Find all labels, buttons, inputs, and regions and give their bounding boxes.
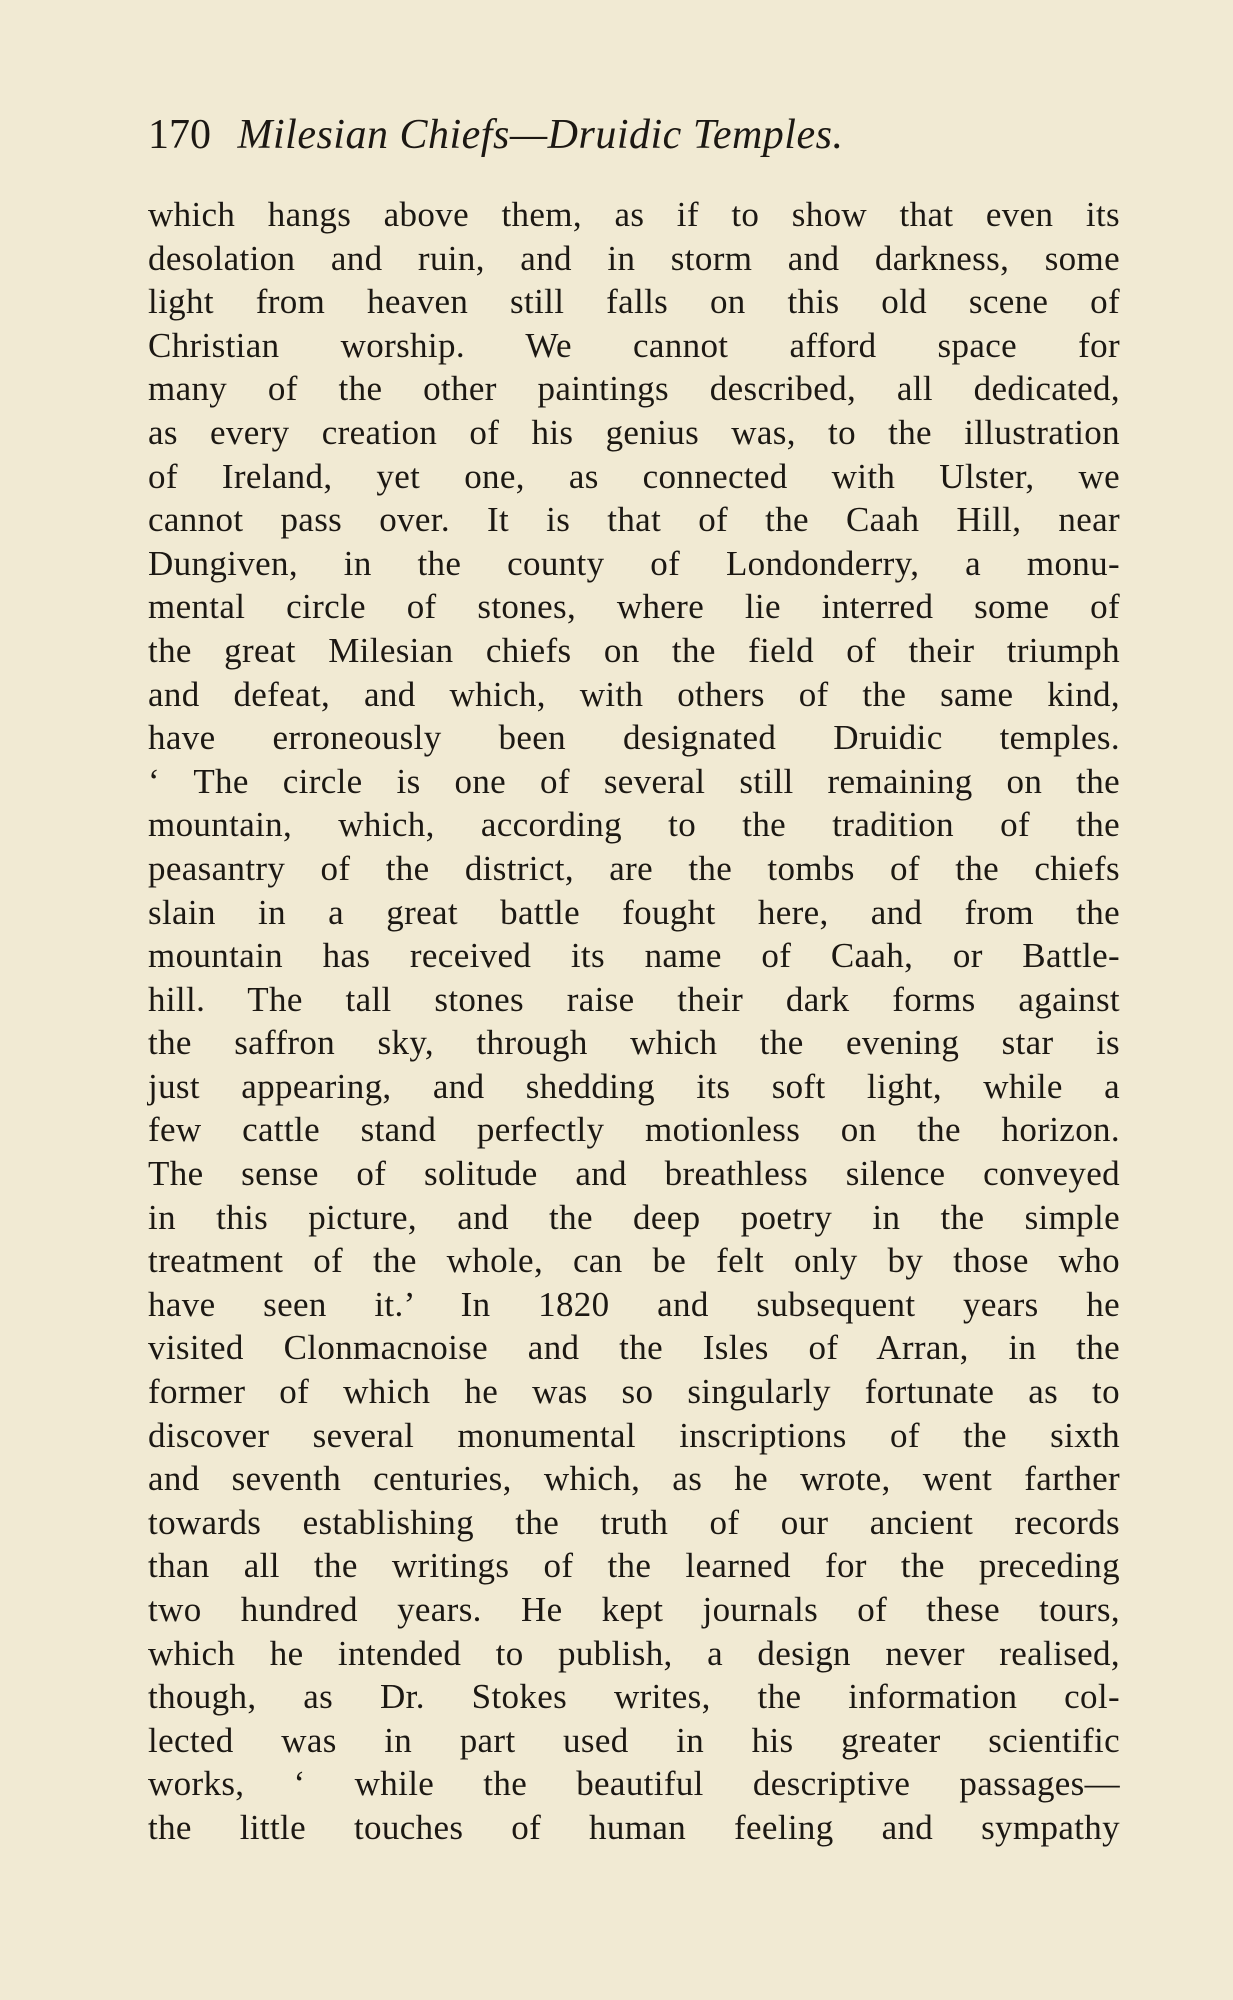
text-line: ‘ The circle is one of several still remaining on the [148,761,1120,801]
text-line: cannot pass over. It is that of the Caah Hill, near [148,500,1120,540]
text-line: towards establishing the truth of our ancient records [148,1502,1120,1542]
text-line: have erroneously been designated Druidic temples. [148,718,1120,758]
text-line: light from heaven still falls on this old scene of [148,282,1120,322]
running-title: Milesian Chiefs—Druidic Temples. [237,112,844,158]
text-line: as every creation of his genius was, to the illustration [148,412,1120,452]
text-line: though, as Dr. Stokes writes, the information col- [148,1677,1120,1717]
text-line: just appearing, and shedding its soft light, while a [148,1066,1120,1106]
text-line: the little touches of human feeling and sympathy [148,1807,1120,1847]
text-line: and seventh centuries, which, as he wrote, went farther [148,1459,1120,1499]
text-line: peasantry of the district, are the tombs of the chiefs [148,848,1120,888]
text-line: slain in a great battle fought here, and from the [148,892,1120,932]
text-line: discover several monumental inscriptions of the sixth [148,1415,1120,1455]
page-header [148,105,1084,165]
text-line: in this picture, and the deep poetry in the simple [148,1197,1120,1237]
text-line: mountain, which, according to the tradition of the [148,805,1120,845]
text-line: have seen it.’ In 1820 and subsequent years he [148,1284,1120,1324]
page-number: 170 [148,112,211,158]
text-line: treatment of the whole, can be felt only by those who [148,1241,1120,1281]
text-line: lected was in part used in his greater scientific [148,1720,1120,1760]
text-line: few cattle stand perfectly motionless on the horizon. [148,1110,1120,1150]
text-line: works, ‘ while the beautiful descriptive passages— [148,1764,1120,1804]
text-line: of Ireland, yet one, as connected with Ulster, we [148,456,1120,496]
text-line: The sense of solitude and breathless silence conveyed [148,1154,1120,1194]
text-line: former of which he was so singularly fortunate as to [148,1372,1120,1412]
text-line: mental circle of stones, where lie interred some of [148,587,1120,627]
text-line: Christian worship. We cannot afford space for [148,325,1120,365]
text-line: which hangs above them, as if to show that even its [148,195,1120,234]
text-line: desolation and ruin, and in storm and darkness, some [148,238,1120,278]
text-line: and defeat, and which, with others of the same kind, [148,674,1120,714]
text-line: which he intended to publish, a design never realised, [148,1633,1120,1673]
text-line: mountain has received its name of Caah, or Battle- [148,936,1120,976]
text-line: the great Milesian chiefs on the field of their triumph [148,630,1120,670]
text-line: many of the other paintings described, all dedicated, [148,369,1120,409]
text-line: Dungiven, in the county of Londonderry, a monu- [148,543,1120,583]
text-line: the saffron sky, through which the evening star is [148,1023,1120,1063]
text-line: two hundred years. He kept journals of these tours, [148,1590,1120,1629]
text-line: than all the writings of the learned for the preceding [148,1546,1120,1586]
body-text [148,193,1120,1850]
text-line: visited Clonmacnoise and the Isles of Arran, in the [148,1328,1120,1368]
text-line: hill. The tall stones raise their dark forms against [148,979,1120,1019]
